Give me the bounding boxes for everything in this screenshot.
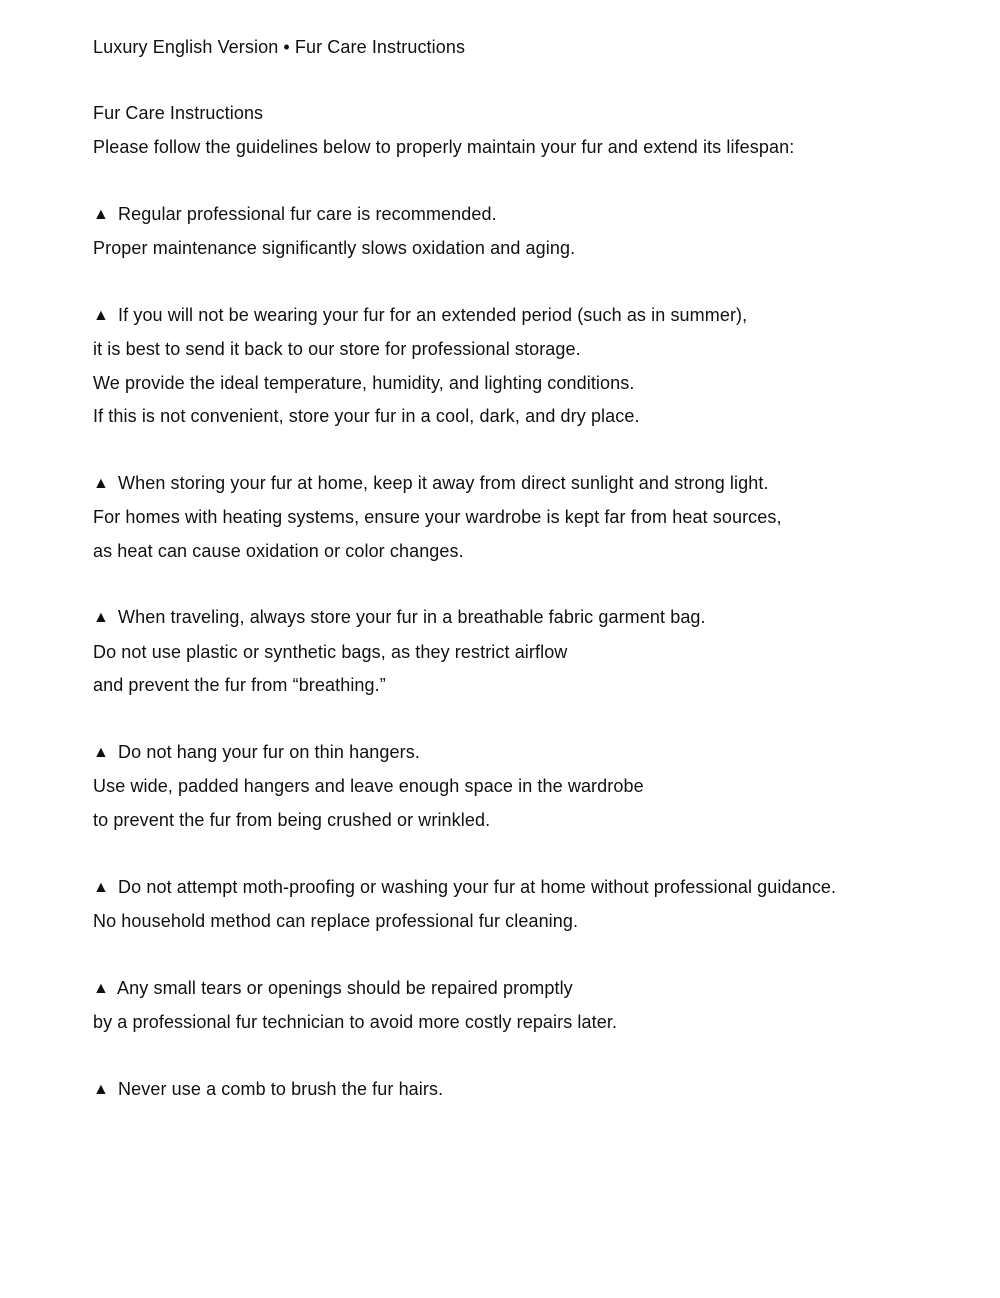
care-item	[93, 736, 945, 837]
care-item	[93, 601, 945, 702]
header-text: Luxury English Version • Fur Care Instructions	[93, 37, 466, 57]
care-item-line: as heat can cause oxidation or color changes.	[93, 540, 464, 561]
care-item-line: by a professional fur technician to avoid more costly repairs later.	[93, 1012, 618, 1033]
triangle-bullet-icon: ▲	[93, 306, 109, 324]
care-item-line-first: ▲ When traveling, always store your fur in a breathable fabric garment bag.	[93, 601, 945, 635]
care-item-line-first: ▲ When storing your fur at home, keep it away from direct sunlight and strong light.	[93, 467, 945, 501]
care-item	[93, 198, 945, 266]
document-body	[93, 97, 945, 1107]
triangle-bullet-icon: ▲	[93, 474, 109, 492]
care-item-line: and prevent the fur from “breathing.”	[93, 675, 386, 696]
care-item-line: it is best to send it back to our store for professional storage.	[93, 339, 581, 360]
care-item	[93, 1073, 945, 1107]
care-item	[93, 871, 945, 939]
care-item	[93, 299, 945, 434]
care-items-list	[93, 198, 945, 1108]
care-item-line-first: ▲ If you will not be wearing your fur for an extended period (such as in summer),	[93, 299, 945, 333]
care-item-line: Use wide, padded hangers and leave enough space in the wardrobe	[93, 776, 644, 797]
care-item-line: We provide the ideal temperature, humidity, and lighting conditions.	[93, 372, 635, 393]
care-item-line: If this is not convenient, store your fur in a cool, dark, and dry place.	[93, 406, 640, 427]
triangle-bullet-icon: ▲	[93, 744, 109, 762]
care-item-line-first: ▲ Do not attempt moth-proofing or washing your fur at home without professional guidance.	[93, 871, 945, 905]
care-item-line-first: ▲ Regular professional fur care is recommended.	[93, 198, 945, 232]
care-item	[93, 467, 945, 568]
care-item-line: Do not use plastic or synthetic bags, as they restrict airflow	[93, 641, 568, 662]
page-title: Fur Care Instructions	[93, 103, 264, 124]
care-item	[93, 972, 945, 1040]
document-intro: Please follow the guidelines below to properly maintain your fur and extend its lifespan:	[93, 136, 795, 157]
document-header	[93, 31, 945, 64]
triangle-bullet-icon: ▲	[93, 205, 109, 223]
care-item-line-first: ▲ Do not hang your fur on thin hangers.	[93, 736, 945, 770]
triangle-bullet-icon: ▲	[93, 979, 109, 997]
care-item-line-first: ▲ Any small tears or openings should be repaired promptly	[93, 972, 945, 1006]
care-item-line: Proper maintenance significantly slows oxidation and aging.	[93, 238, 576, 259]
triangle-bullet-icon: ▲	[93, 878, 109, 896]
care-item-line: to prevent the fur from being crushed or wrinkled.	[93, 809, 491, 830]
care-item-line: No household method can replace professional fur cleaning.	[93, 911, 579, 932]
triangle-bullet-icon: ▲	[93, 609, 109, 627]
care-item-line: For homes with heating systems, ensure your wardrobe is kept far from heat sources,	[93, 507, 782, 528]
care-item-line-first: ▲ Never use a comb to brush the fur hairs.	[93, 1073, 945, 1107]
triangle-bullet-icon: ▲	[93, 1081, 109, 1099]
